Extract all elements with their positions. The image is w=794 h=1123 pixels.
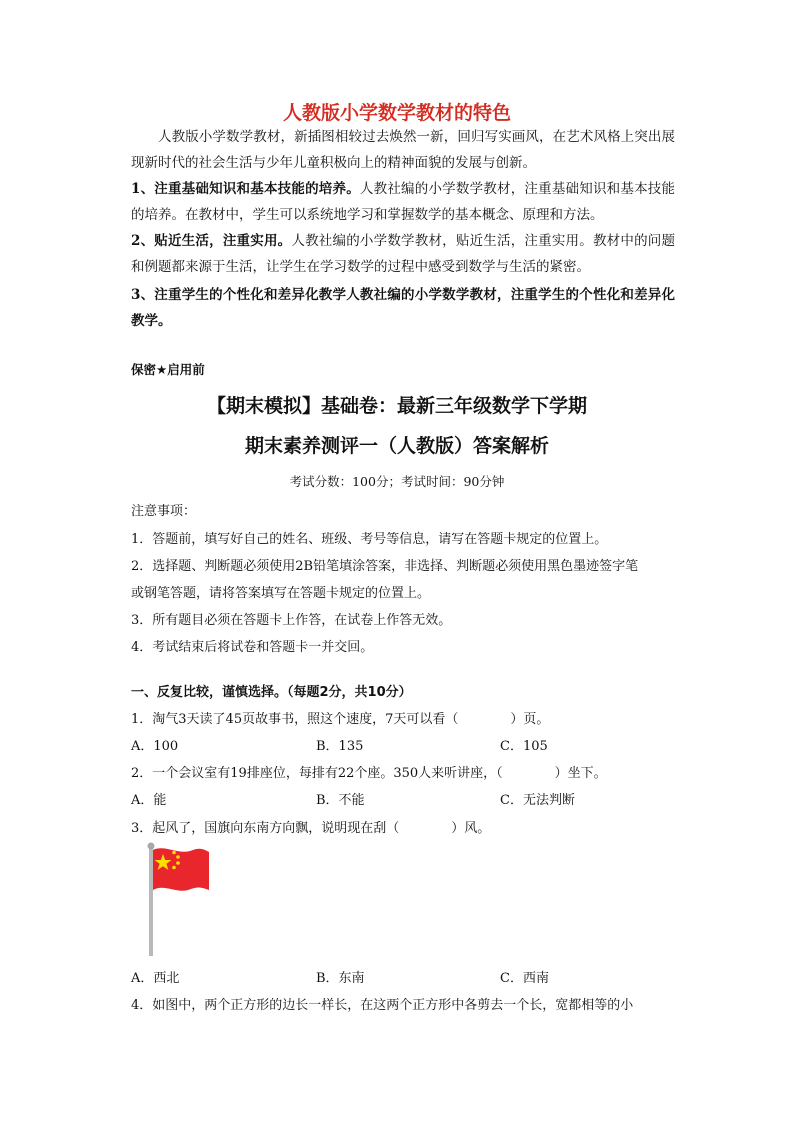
note-2-line-1: 2．选择题、判断题必须使用2B铅笔填涂答案，非选择、判断题必须使用黑色墨迹签字笔 xyxy=(131,559,639,574)
question-3-option-b: B．东南 xyxy=(316,971,365,986)
question-2-option-c: C．无法判断 xyxy=(500,793,575,808)
exam-title-line-2: 期末素养测评一（人教版）答案解析 xyxy=(244,435,549,457)
question-2-stem: 2．一个会议室有19排座位，每排有22个座。350人来听讲座，（ ）坐下。 xyxy=(131,766,607,781)
intro-point-1-heading: 1、注重基础知识和基本技能的培养。 xyxy=(131,181,360,197)
note-4: 4．考试结束后将试卷和答题卡一并交回。 xyxy=(131,640,374,655)
section-1-heading: 一、反复比较，谨慎选择。（每题2分，共10分） xyxy=(131,685,412,700)
intro-title: 人教版小学数学教材的特色 xyxy=(282,102,511,124)
flag-small-star xyxy=(172,866,176,870)
flag-small-star xyxy=(176,861,180,865)
question-4-stem: 4．如图中，两个正方形的边长一样长，在这两个正方形中各剪去一个长，宽都相等的小 xyxy=(131,998,634,1013)
note-1: 1．答题前，填写好自己的姓名、班级、考号等信息，请写在答题卡规定的位置上。 xyxy=(131,532,608,547)
note-3: 3．所有题目必须在答题卡上作答，在试卷上作答无效。 xyxy=(131,613,452,628)
exam-info: 考试分数：100分；考试时间：90分钟 xyxy=(289,474,505,489)
question-1-option-c: C．105 xyxy=(500,739,548,754)
flag-pole xyxy=(149,846,153,956)
exam-title-line-1: 【期末模拟】基础卷：最新三年级数学下学期 xyxy=(206,395,587,417)
confidential-label: 保密★启用前 xyxy=(131,362,205,377)
intro-point-2-text: 人教社编的小学数学教材，贴近生活，注重实用。教材中的问题和例题都来源于生活，让学生在学习数学的过程中感受到数学与生活的紧密。 xyxy=(131,233,675,275)
question-3-option-c: C．西南 xyxy=(500,971,549,986)
notes-heading: 注意事项： xyxy=(131,504,197,519)
intro-paragraph-2 xyxy=(131,176,675,228)
intro-point-1-text: 人教社编的小学数学教材，注重基础知识和基本技能的培养。在教材中，学生可以系统地学习和掌握数学的基本概念、原理和方法。 xyxy=(131,181,675,223)
flag-small-star xyxy=(176,855,180,859)
flag-small-star xyxy=(172,851,176,855)
note-2-line-2: 或钢笔答题，请将答案填写在答题卡规定的位置上。 xyxy=(131,586,431,601)
chinese-flag-image xyxy=(141,840,213,958)
question-1-option-b: B．135 xyxy=(316,739,364,754)
question-2-option-b: B．不能 xyxy=(316,793,365,808)
intro-paragraph-4: 3、注重学生的个性化和差异化教学人教社编的小学数学教材，注重学生的个性化和差异化教学。 xyxy=(131,287,675,329)
question-1-stem: 1．淘气3天读了45页故事书，照这个速度，7天可以看（ ）页。 xyxy=(131,712,550,727)
question-3-option-a: A．西北 xyxy=(131,971,180,986)
intro-paragraph-3 xyxy=(131,228,675,280)
intro-paragraph-1: 人教版小学数学教材，新插图相较过去焕然一新，回归写实画风，在艺术风格上突出展现新时代的社会生活与少年儿童积极向上的精神面貌的发展与创新。 xyxy=(131,129,675,171)
question-1-option-a: A．100 xyxy=(131,739,179,754)
flag-cloth xyxy=(153,848,209,890)
question-3-stem: 3．起风了，国旗向东南方向飘，说明现在刮（ ）风。 xyxy=(131,821,491,836)
flag-pole-top xyxy=(148,843,155,850)
question-2-option-a: A．能 xyxy=(131,793,167,808)
intro-point-2-heading: 2、贴近生活，注重实用。 xyxy=(131,233,292,249)
